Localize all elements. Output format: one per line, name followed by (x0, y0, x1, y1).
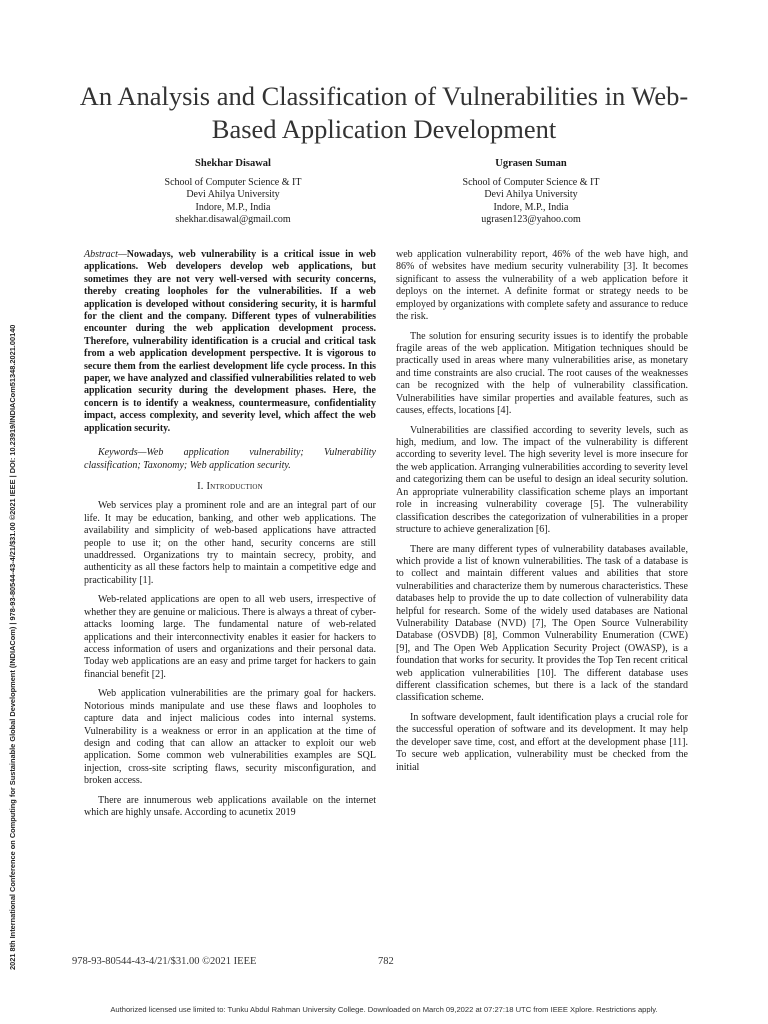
body-paragraph: Vulnerabilities are classified according to severity levels, such as high, medium, and low. The impact of the vulnerability is different according to severity level. The high severity level is more insecure for the web application. Arranging vulnerabilities according to severity level and categorizing them can be useful to design an ideal security solution. An appropriate vulnerability classification scheme plays an important role in increasing vulnerability coverage [5]. The vulnerability classification describes the categorization of vulnerabilities in a proper structure to achieve generalization [6]. (396, 424, 688, 535)
conference-side-banner: 2021 8th International Conference on Computing for Sustainable Global Development (INDIACom) | 978-93-80544-43-4/21/$31.00 ©2021 IEEE | DOI: 10.23919/INDIACom51348.2021.00140 (8, 324, 17, 970)
author-email: shekhar.disawal@gmail.com (175, 213, 291, 225)
author-name: Shekhar Disawal (195, 158, 271, 169)
author-name: Ugrasen Suman (495, 158, 567, 169)
author-location: Indore, M.P., India (493, 201, 569, 213)
abstract-lead: Abstract— (84, 249, 127, 260)
body-paragraph: The solution for ensuring security issues is to identify the probable fragile areas of the web application. Mitigation techniques should be practically used in areas where many vulnerabilities arise, as monetary and time constraints are also crucial. The root causes of the weaknesses can be recognized with the help of vulnerability classification. Vulnerabilities have similar properties and available features, such as causes, effects, locations [4]. (396, 330, 688, 417)
body-paragraph: Web-related applications are open to all web users, irrespective of whether they are genuine or malicious. There is always a threat of cyber-attacks looming large. The fundamental nature of web-related applications and their interconnectivity enables it easier for hackers to access information of users and organizations and their personal data. Today web applications are an easy and prime target for hackers to gain financial benefit [2]. (84, 594, 376, 680)
body-paragraph: In software development, fault identification plays a crucial role for the successful operation of software and its development. It may help the developer save time, cost, and effort at the development phase [11]. To secure web application, vulnerability must be checked from the initial (396, 711, 688, 773)
author-block-1 (103, 158, 363, 226)
body-paragraph: There are innumerous web applications available on the internet which are highly unsafe. According to acunetix 2019 (84, 794, 376, 819)
left-column (84, 249, 376, 827)
body-paragraph: There are many different types of vulnerability databases available, which provide a list of known vulnerabilities. The task of a database is to collect and maintain different values and abilities that store vulnerabilities and characterize them by numerous characteristics. These databases help to provide the up to date collection of vulnerability data helpful for research. Some of the widely used databases are National Vulnerability Database (NVD) [7], The Open Source Vulnerability Database (OSVDB) [8], Common Vulnerability Enumeration (CWE) [9], and The Open Web Application Security Project (OWASP), is a foundation that works for security. It provides the Top Ten recent critical web application vulnerabilities [10]. The different database uses different classification schemes, but there is a lack of the standard classification scheme. (396, 543, 688, 704)
keywords: Keywords—Web application vulnerability; Vulnerability classification; Taxonomy; Web application security. (84, 447, 376, 471)
authorized-use-notice: Authorized licensed use limited to: Tunku Abdul Rahman University College. Downloaded on March 09,2022 at 07:27:18 UTC from IEEE Xplore. Restrictions apply. (110, 1005, 658, 1014)
author-university: Devi Ahilya University (186, 189, 280, 201)
body-paragraph: web application vulnerability report, 46% of the web have high, and 86% of websites have medium security vulnerability [3]. It becomes significant to assess the vulnerability of a web application before it deploys on the internet. A definite format or strategy needs to be employed by organizations with complete safety and assurance to reduce the risk. (396, 249, 688, 323)
right-column (396, 249, 688, 781)
author-email: ugrasen123@yahoo.com (481, 213, 581, 225)
author-block-2 (401, 158, 661, 226)
author-university: Devi Ahilya University (484, 189, 578, 201)
page-number: 782 (378, 956, 394, 967)
author-location: Indore, M.P., India (195, 201, 271, 213)
paper-title: An Analysis and Classification of Vulnerabilities in Web-Based Application Development (79, 80, 689, 144)
abstract (84, 249, 376, 435)
body-paragraph: Web application vulnerabilities are the primary goal for hackers. Notorious minds manipulate and use these flaws and loopholes to capture data and inject malicious codes into internal systems. Vulnerability is a weakness or error in an application at the time of design and coding that can allow an attacker to exploit our web application. Some common web vulnerabilities examples are SQL injection, cross-site scripting flaws, security misconfiguration, and broken access. (84, 688, 376, 787)
section-heading-introduction: I. Introduction (197, 480, 263, 492)
author-affiliation: School of Computer Science & IT (462, 177, 600, 189)
author-affiliation: School of Computer Science & IT (164, 177, 302, 189)
footer-isbn: 978-93-80544-43-4/21/$31.00 ©2021 IEEE (72, 956, 257, 967)
abstract-text: Nowadays, web vulnerability is a critical issue in web applications. Web developers develop web applications, but sometimes they are not very well-versed with security concerns, thereby creating loopholes for the vulnerabilities. If a web application is developed without considering security, it is harmful for the client and the company. Different types of vulnerabilities encounter during the web application development process. Therefore, vulnerability identification is a crucial and critical task from a web application development perspective. It is vigorous to secure them from the earliest development life cycle process. In this paper, we have analyzed and classified vulnerabilities related to web application security during the development phases. Here, the concern is to identify a weakness, countermeasure, confidentiality impact, access complexity, and severity level, which affect the web application security. (84, 249, 376, 434)
body-paragraph: Web services play a prominent role and are an integral part of our life. It may be education, banking, and other web applications. The availability and simplicity of web-based applications have attracted people to use it; on the other hand, security concerns are still unaddressed. Organizations try to maintain secrecy, probity, and authenticity as all these factors help to maintain a competitive edge and practicability [1]. (84, 500, 376, 586)
